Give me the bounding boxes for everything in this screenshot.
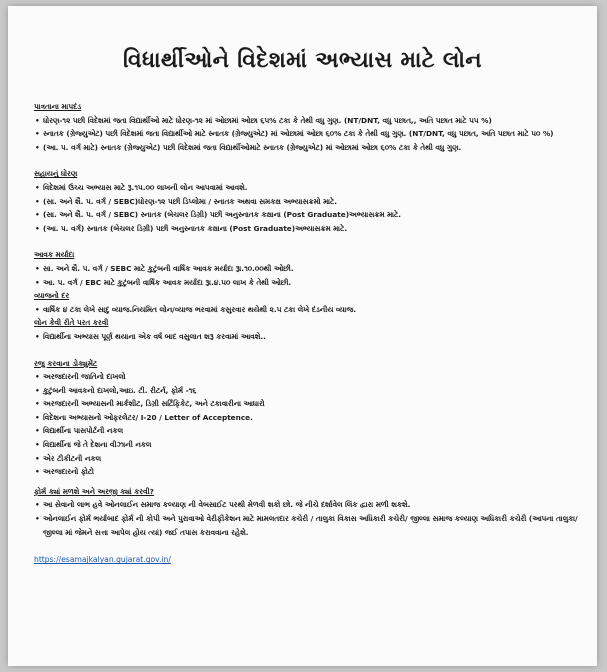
list-item bbox=[34, 127, 584, 141]
bullet: • bbox=[35, 304, 40, 314]
assistance-item-3: (સા. અને શૈ. પ. વર્ગ / SEBC) સ્નાતક (બેચલર ડિગ્રી) પછી અનુસ્નાતક કક્ષાના (Post Graduate)અભ્યાસક્રમ માટે. bbox=[43, 210, 402, 220]
bullet: • bbox=[35, 142, 40, 152]
bullet: • bbox=[35, 196, 40, 206]
apply-heading: ફોર્મ ક્યાં મળશે અને અરજી ક્યાં કરવી? bbox=[34, 486, 154, 496]
bullet: • bbox=[35, 453, 40, 463]
bullet: • bbox=[35, 129, 40, 139]
list-item bbox=[34, 262, 584, 276]
bullet: • bbox=[35, 372, 40, 382]
bullet: • bbox=[35, 426, 40, 436]
bullet: • bbox=[35, 514, 40, 524]
list-item bbox=[34, 465, 584, 479]
list-item bbox=[34, 512, 584, 539]
bullet: • bbox=[35, 385, 40, 395]
assistance-item-2: (સા. અને શૈ. પ. વર્ગ / SEBC)ધોરણ-૧૨ પછી ડિપ્લોમા / સ્નાતક અથવા સમકક્ષ અભ્યાસક્રમો માટે. bbox=[43, 196, 338, 206]
repayment-item-1: વિદ્યાર્થીના અભ્યાસ પૂર્ણ થયાના એક વર્ષ બાદ વસુલાત શરૂ કરવામાં આવશે.. bbox=[43, 331, 266, 341]
list-item bbox=[34, 141, 584, 155]
bullet: • bbox=[35, 331, 40, 341]
documents-heading: રજુ કરવાના ડોક્યુમેંટ bbox=[34, 358, 98, 368]
assistance-heading: સહાયનું ધોરણ bbox=[34, 169, 78, 179]
list-item bbox=[34, 276, 584, 290]
apply-item-1: આ સેવાનો લાભ હવે ઓનલાઈન સમાજ કલ્યાણ ની વેબસાઈટ પરથી મેળવી શકો છો. જે નીચે દર્શાવેલ લિંક દ્વારા મળી શકશે. bbox=[43, 500, 411, 510]
income-heading: આવક મર્યાદા bbox=[34, 250, 75, 260]
bullet: • bbox=[35, 440, 40, 450]
bullet: • bbox=[35, 223, 40, 233]
document-page bbox=[8, 6, 597, 666]
eligibility-item-3: (આ. પ. વર્ગ માટે) સ્નાતક (ગ્રેજ્યુએટ) પછી વિદેશમાં જતા વિદ્યાર્થીઓમાટે સ્નાતક (ગ્રેજ્યુએટ) માં ઓછામાં ઓછા ૬૦% ટકા કે તેથી વધુ ગુણ. bbox=[43, 142, 462, 152]
document-item-6: વિદ્યાર્થીના જે તે દેશના વીઝાની નકલ bbox=[43, 440, 152, 450]
list-item bbox=[34, 330, 584, 344]
interest-heading: વ્યાજનો દર bbox=[34, 291, 70, 301]
bullet: • bbox=[35, 182, 40, 192]
list-item bbox=[34, 181, 584, 195]
list-item bbox=[34, 452, 584, 466]
document-item-2: કુટુંબની આવકનો દાખલો,આઇ. ટી. રીટર્ન, ફોર્મ -૧૬ bbox=[43, 385, 197, 395]
list-item bbox=[34, 498, 584, 512]
list-item bbox=[34, 114, 584, 128]
list-item bbox=[34, 370, 584, 384]
document-item-8: અરજદારનો ફોટો bbox=[43, 467, 94, 477]
document-item-7: એર ટીકીટની નકલ bbox=[43, 453, 101, 463]
eligibility-item-2: સ્નાતક (ગ્રેજ્યુએટ) પછી વિદેશમાં જતા વિદ્યાર્થીઓ માટે સ્નાતક (ગ્રેજ્યુએટ) માં ઓછામાં ઓછા ૬૦% ટકા કે તેથી વધુ ગુણ. (NT/DNT, વધુ પછાત, અતિ પછાત માટે ૫૦ %) bbox=[43, 129, 554, 139]
income-item-1: સા. અને શૈ. પ. વર્ગ / SEBC માટે કુટુંબની વાર્ષિક આવક મર્યાદા રૂા.૧૦.૦૦થી ઓછી. bbox=[43, 263, 294, 273]
document-item-5: વિદ્યાર્થીના પાસપોર્ટની નકલ bbox=[43, 426, 124, 436]
bullet: • bbox=[35, 412, 40, 422]
bullet: • bbox=[35, 277, 40, 287]
apply-item-2: ઓનલાઈન ફોર્મ ભર્યાબાદ ફોર્મ ની કોપી અને પુરાવાઓ વેરીફીકેશન માટે મામલતદાર કચેરી / તાલુકા વિકાસ અધિકારી કચેરી/ જીલ્લા સમાજ કલ્યાણ અધિકારી કચેરી (આપના તાલુકા/જીલ્લા માં જેમને સત્તા આપેલ હોય ત્યાં) જઈ તપાસ કરાવવાના રહેશે. bbox=[43, 514, 578, 537]
document-item-1: અરજદારની જાતિનો દાખલો bbox=[43, 372, 126, 382]
interest-item-1: વાર્ષિક ૪ ટકા લેખે સાદુ વ્યાજ.નિયમિત લોન/વ્યાજ ભરવામાં કસુરવાર થયેથી ૨.૫ ટકા લેખે દંડનીય વ્યાજ. bbox=[43, 304, 357, 314]
bullet: • bbox=[35, 467, 40, 477]
bullet: • bbox=[35, 210, 40, 220]
assistance-item-1: વિદેશમાં ઉચ્ચ અભ્યાસ માટે રૂ.૧૫.૦૦ લાખની લોન આપવામાં આવશે. bbox=[43, 182, 248, 192]
document-item-3: અરજદારની અભ્યાસની માર્કશીટ, ડિગ્રી સર્ટિફિકેટ, અને ટકાવારીના આધારો bbox=[43, 399, 265, 409]
bullet: • bbox=[35, 399, 40, 409]
eligibility-item-1: ધોરણ-૧૨ પછી વિદેશમાં જતા વિદ્યાર્થીઓ માટે ધોરણ-૧૨ માં ઓછામાં ઓછા ૬૫% ટકા કે તેથી વધુ ગુણ. (NT/DNT, વધુ પછાત,, અતિ પછાત માટે ૫૫ %) bbox=[43, 115, 492, 125]
bullet: • bbox=[35, 115, 40, 125]
page-title: વિધાર્થીઓને વિદેશમાં અભ્યાસ માટે લોન bbox=[123, 48, 482, 73]
income-item-2: આ. પ. વર્ગ / EBC માટે કુટુંબની વાર્ષિક આવક મર્યાદા રૂા.૪.૫૦ લાખ કે તેથી ઓછી. bbox=[43, 277, 292, 287]
repayment-heading: લોન કેવી રીતે પરત કરવી bbox=[34, 318, 109, 328]
assistance-item-4: (આ. પ. વર્ગ) સ્નાતક (બેચલર ડિગ્રી) પછી અનુસ્નાતક કક્ષાના (Post Graduate)અભ્યાસક્રમ માટે. bbox=[43, 223, 348, 233]
esamajkalyan-link[interactable]: https://esamajkalyan.gujarat.gov.in/ bbox=[34, 555, 171, 565]
list-item bbox=[34, 397, 584, 411]
list-item bbox=[34, 424, 584, 438]
list-item bbox=[34, 222, 584, 236]
list-item bbox=[34, 208, 584, 222]
document-item-4: વિદેશના અભ્યાસનો ઓફરલેટર/ I-20 / Letter of Acceptence. bbox=[43, 412, 253, 422]
bullet: • bbox=[35, 263, 40, 273]
document-body bbox=[34, 100, 584, 567]
list-item bbox=[34, 195, 584, 209]
list-item bbox=[34, 411, 584, 425]
list-item bbox=[34, 303, 584, 317]
list-item bbox=[34, 384, 584, 398]
bullet: • bbox=[35, 500, 40, 510]
list-item bbox=[34, 438, 584, 452]
eligibility-heading: પાત્રતાના માપદંડ bbox=[34, 102, 82, 111]
